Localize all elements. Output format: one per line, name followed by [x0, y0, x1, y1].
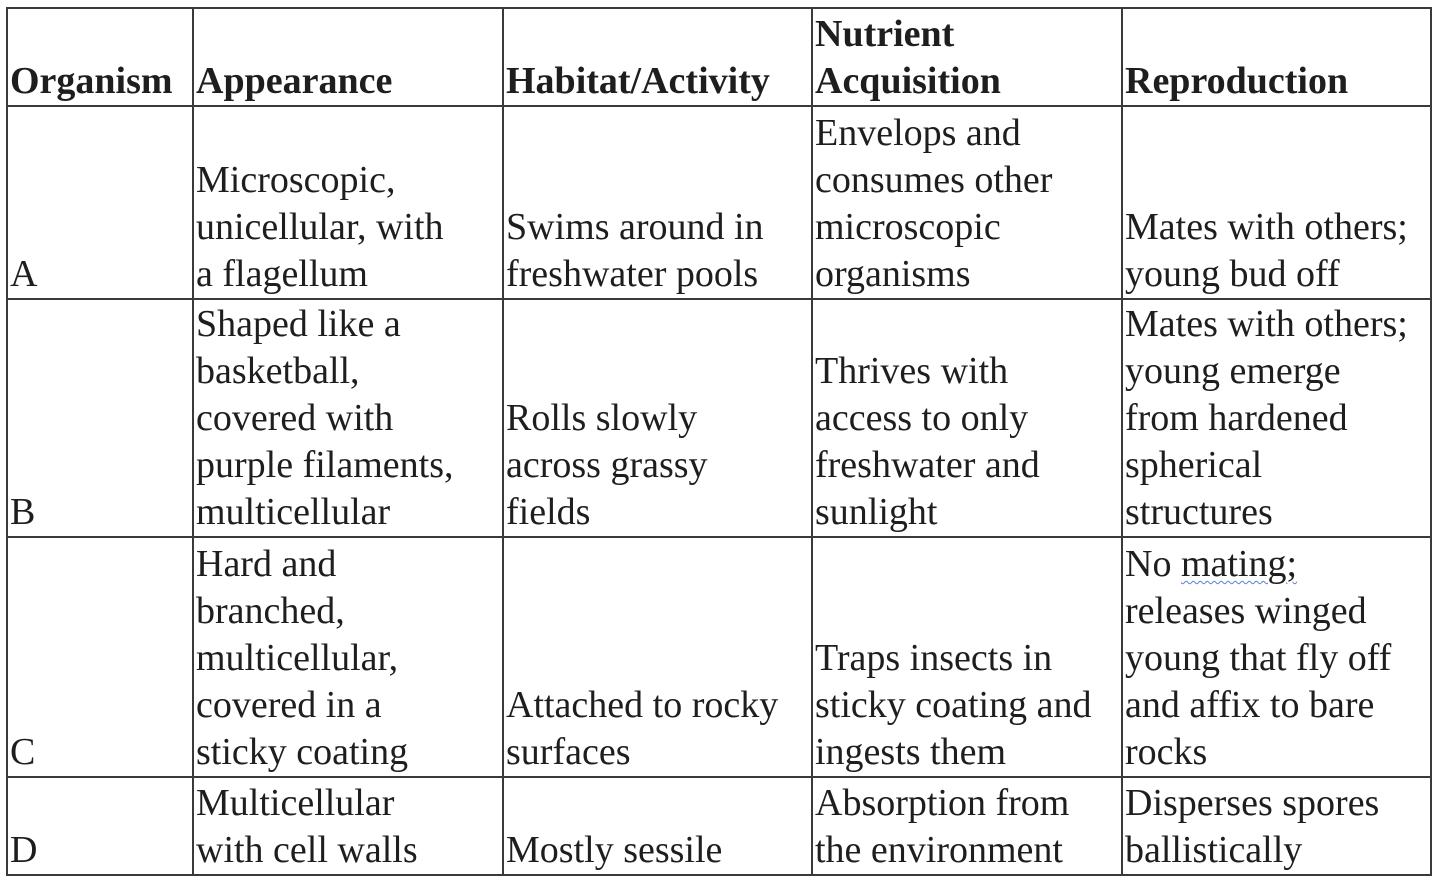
cell-habitat: Rolls slowly across grassy fields [503, 299, 812, 537]
header-nutrient-acquisition: Nutrient Acquisition [812, 8, 1122, 106]
cell-reproduction: Mates with others; young emerge from hardened spherical structures [1122, 299, 1431, 537]
reproduction-prefix: No [1125, 543, 1181, 585]
spellcheck-marked-word[interactable]: mating; [1180, 543, 1298, 585]
organism-table [6, 7, 1432, 876]
cell-appearance: Multicellular with cell walls [193, 777, 503, 875]
cell-reproduction: Disperses spores ballistically [1122, 777, 1431, 875]
table-header-row [7, 8, 1431, 106]
header-appearance: Appearance [193, 8, 503, 106]
cell-organism: B [7, 299, 193, 537]
cell-reproduction: Mates with others; young bud off [1122, 106, 1431, 299]
table-row-d [7, 777, 1431, 875]
table-row-a [7, 106, 1431, 299]
cell-habitat: Attached to rocky surfaces [503, 537, 812, 777]
table-row-c [7, 537, 1431, 777]
cell-habitat: Swims around in freshwater pools [503, 106, 812, 299]
cell-appearance: Shaped like a basketball, covered with purple filaments, multicellular [193, 299, 503, 537]
cell-organism: A [7, 106, 193, 299]
cell-appearance: Hard and branched, multicellular, covered in a sticky coating [193, 537, 503, 777]
cell-nutrient: Envelops and consumes other microscopic organisms [812, 106, 1122, 299]
cell-organism: C [7, 537, 193, 777]
cell-appearance: Microscopic, unicellular, with a flagellum [193, 106, 503, 299]
cell-nutrient: Absorption from the environment [812, 777, 1122, 875]
cell-habitat: Mostly sessile [503, 777, 812, 875]
cell-nutrient: Thrives with access to only freshwater and sunlight [812, 299, 1122, 537]
reproduction-rest: releases winged young that fly off and affix to bare rocks [1125, 590, 1392, 773]
header-reproduction: Reproduction [1122, 8, 1431, 106]
cell-nutrient: Traps insects in sticky coating and ingests them [812, 537, 1122, 777]
header-organism: Organism [7, 8, 193, 106]
cell-organism: D [7, 777, 193, 875]
cell-reproduction [1122, 537, 1431, 777]
header-habitat-activity: Habitat/Activity [503, 8, 812, 106]
table-row-b [7, 299, 1431, 537]
